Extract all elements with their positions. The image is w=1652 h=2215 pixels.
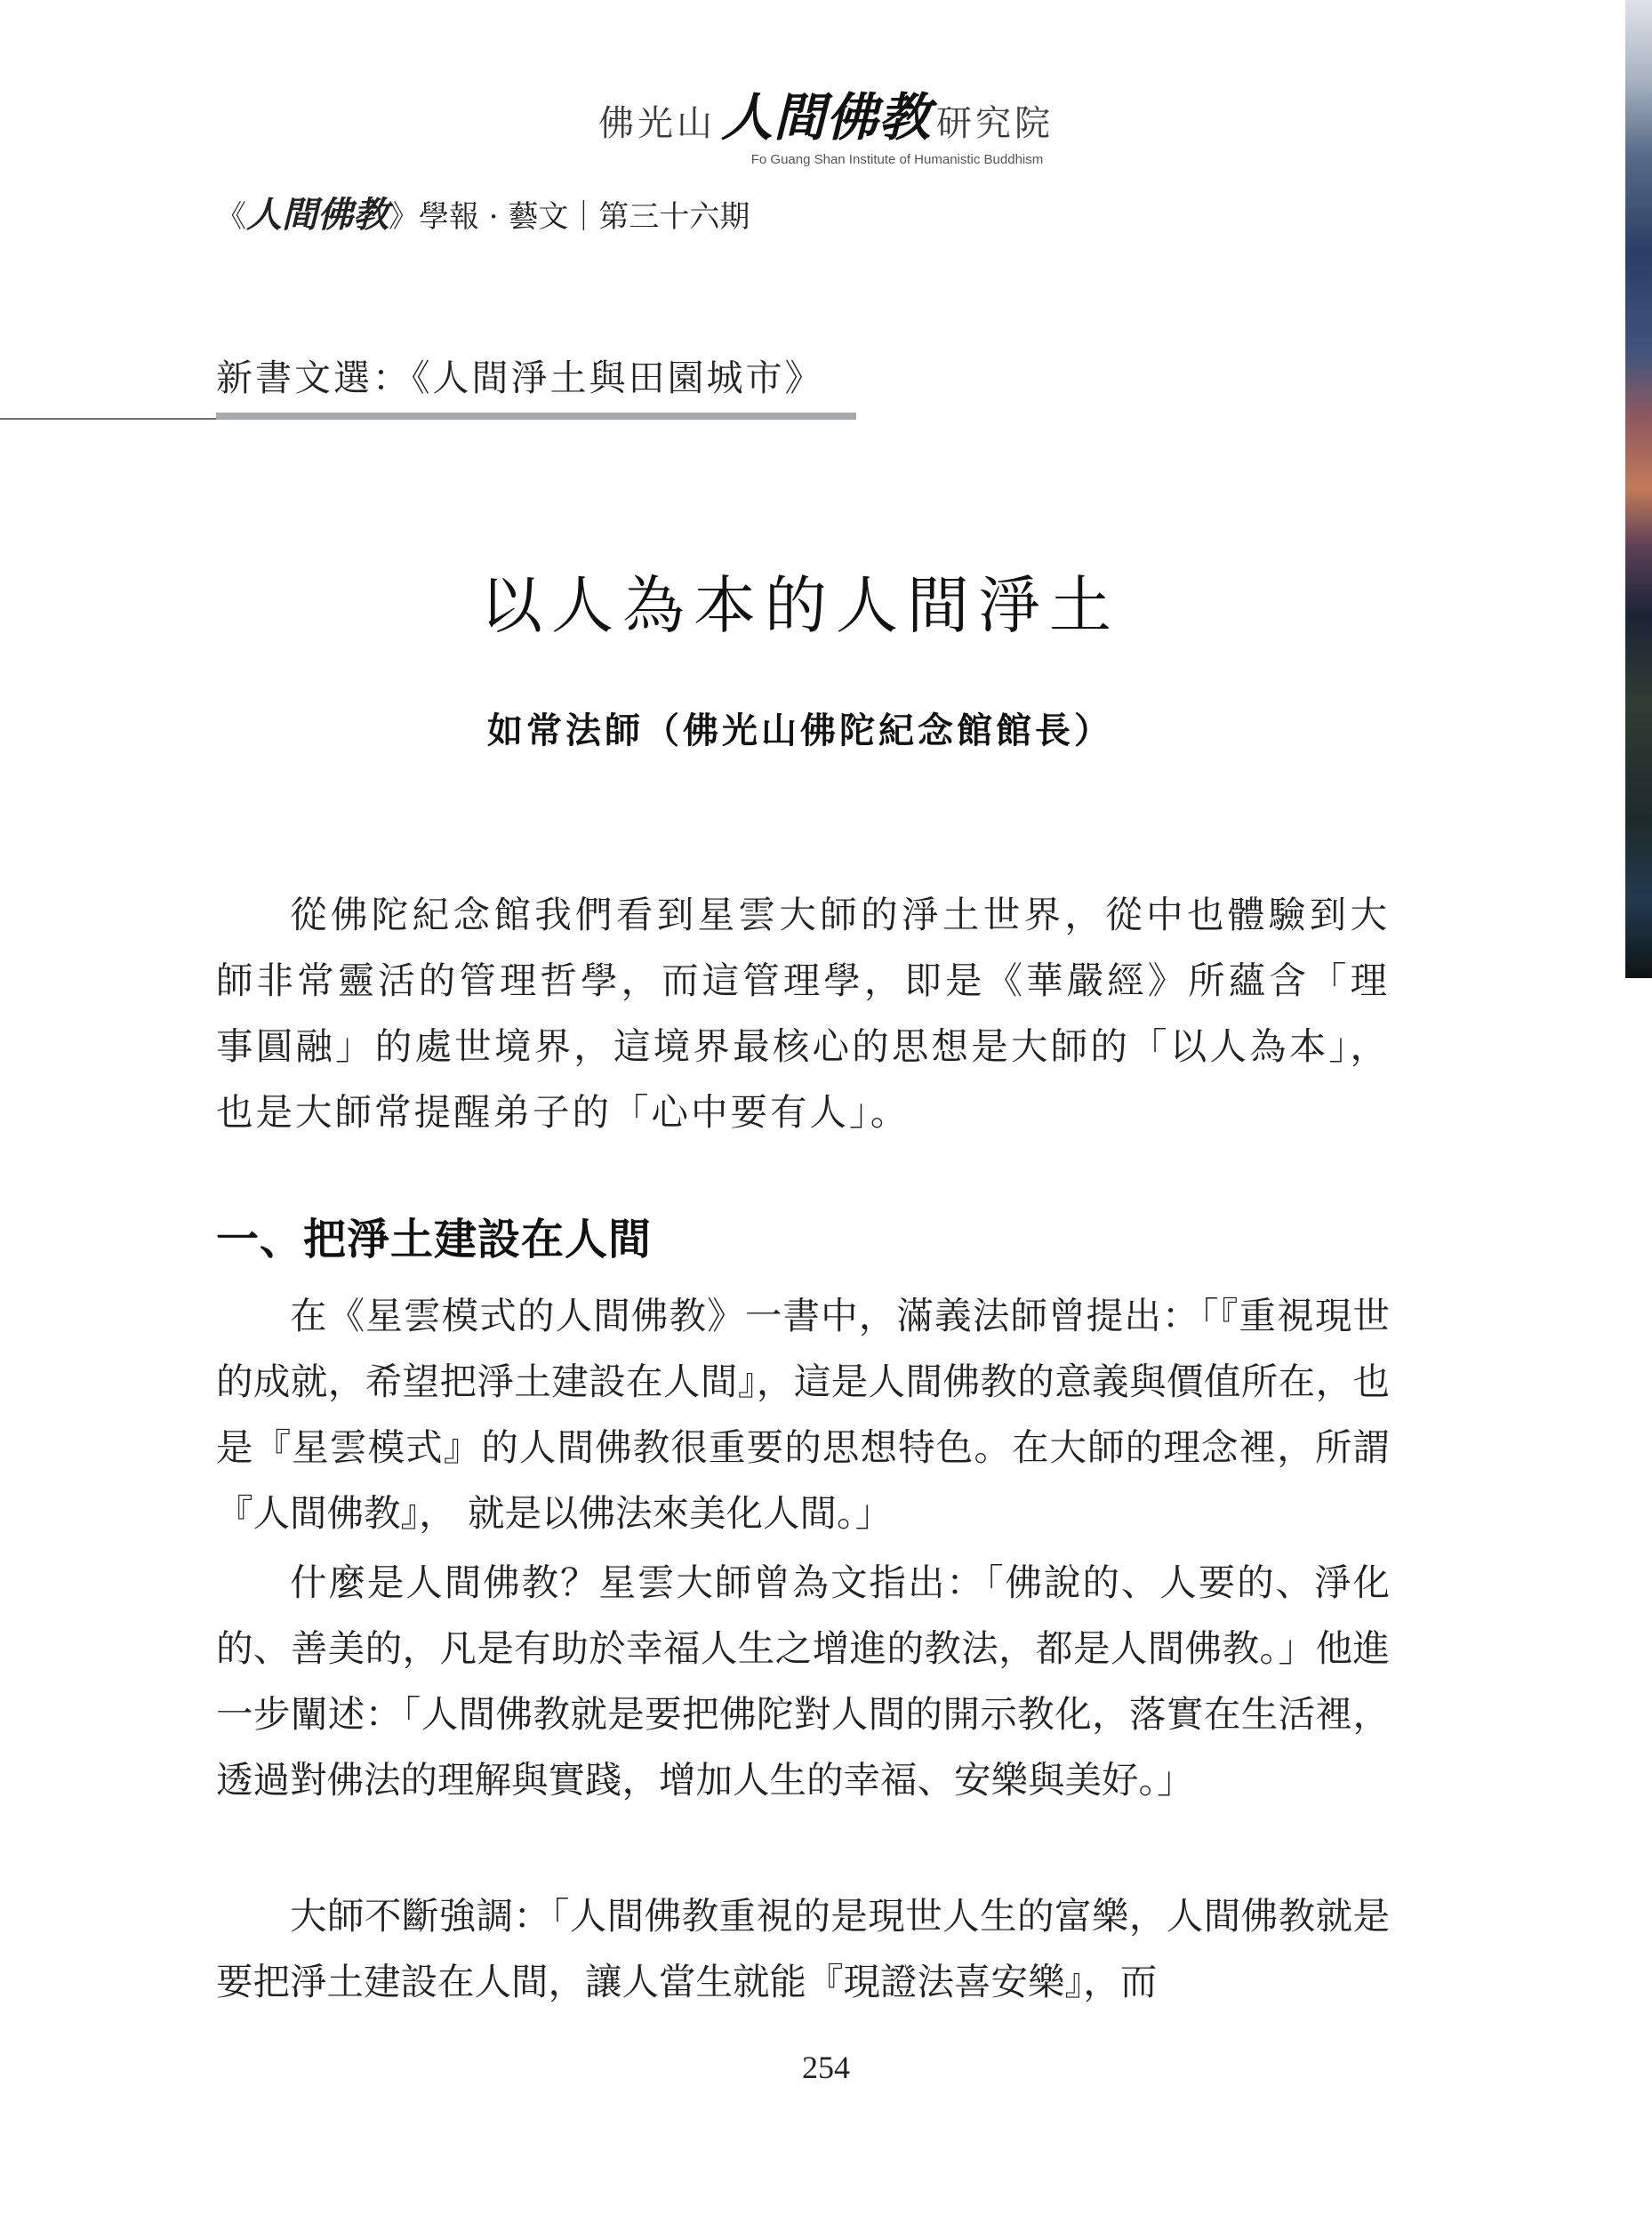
section-1-heading: 一、把淨土建設在人間 xyxy=(216,1215,653,1264)
journal-header xyxy=(216,187,750,237)
publisher-logo xyxy=(598,76,1054,150)
article-author: 如常法師（佛光山佛陀紀念館館長） xyxy=(487,710,1113,751)
journal-calligraphy-logo: 人間佛教 xyxy=(246,194,389,236)
journal-open-bracket: 《 xyxy=(216,199,246,235)
journal-issue-info: 》學報 · 藝文｜第三十六期 xyxy=(389,199,750,235)
page-number: 254 xyxy=(802,2050,850,2085)
brand-prefix: 佛光山 xyxy=(597,103,716,144)
body-paragraph: 什麼是人間佛教？星雲大師曾為文指出：「佛說的、人要的、淨化的、善美的，凡是有助於幸福人生之增進的教法，都是人間佛教。」他進一步闡述：「人間佛教就是要把佛陀對人間的開示教化，落實在生活裡，透過對佛法的理解與實踐，增加人生的幸福、安樂與美好。」 xyxy=(216,1561,1390,1802)
section-heading: 新書文選：《人間淨土與田園城市》 xyxy=(216,357,824,399)
brand-calligraphy-logo: 人間佛教 xyxy=(720,87,931,148)
publisher-english-name: Fo Guang Shan Institute of Humanistic Buddhism xyxy=(750,152,1044,167)
article-title: 以人為本的人間淨土 xyxy=(480,569,1120,642)
section-underline xyxy=(216,413,856,420)
publisher-masthead xyxy=(0,76,1652,167)
intro-paragraph: 從佛陀紀念館我們看到星雲大師的淨土世界，從中也體驗到大師非常靈活的管理哲學，而這管理學，即是《華嚴經》所蘊含「理事圓融」的處世境界，這境界最核心的思想是大師的「以人為本」，也是大師常提醒弟子的「心中要有人」。 xyxy=(216,893,1390,1134)
brand-suffix: 研究院 xyxy=(936,103,1054,144)
body-paragraph: 大師不斷強調：「人間佛教重視的是現世人生的富樂，人間佛教就是要把淨土建設在人間，讓人當生就能『現證法喜安樂』，而 xyxy=(216,1894,1390,2003)
body-paragraph: 在《星雲模式的人間佛教》一書中，滿義法師曾提出：「『重視現世的成就，希望把淨土建設在人間』，這是人間佛教的意義與價值所在，也是『星雲模式』的人間佛教很重要的思想特色。在大師的理念裡，所謂『人間佛教』， 就是以佛法來美化人間。」 xyxy=(216,1294,1390,1535)
